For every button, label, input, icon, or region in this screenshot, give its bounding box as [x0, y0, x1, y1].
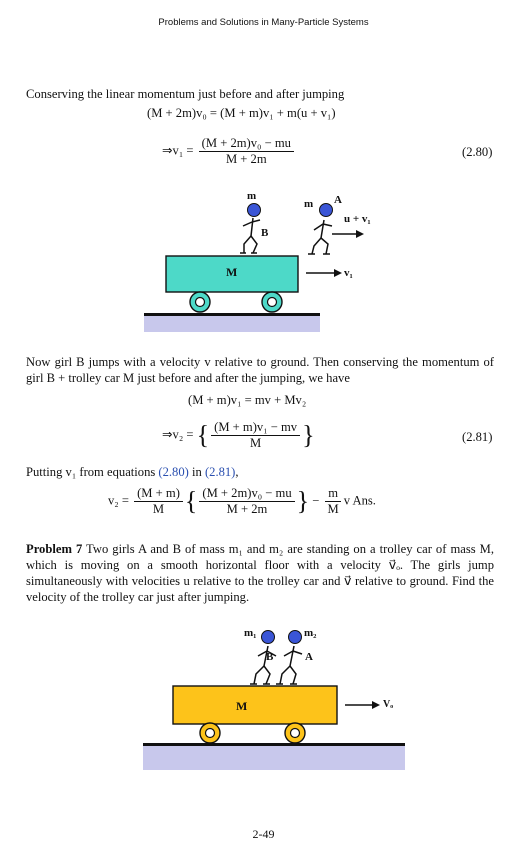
substitution-text-c: ,	[235, 465, 239, 479]
fraction-2-numerator: (M + 2m)v₀ − mu	[199, 486, 294, 502]
arrow-car-velocity	[306, 269, 342, 277]
equation-momentum-girl-b: (M + m)v₁ = mv + Mv₂	[188, 393, 307, 407]
fig2-car-velocity: Vₒ	[383, 699, 394, 710]
fraction-1-denominator: M	[152, 502, 165, 516]
substitution-text-b: in	[188, 465, 205, 479]
equation-v2-denominator: M	[250, 436, 262, 450]
brace-open-final: {	[184, 486, 198, 516]
paragraph-girl-b-jump: Now girl B jumps with a velocity v relative to ground. Then conserving the momentum of girl B + trolley car M just before and after the jumping, we have	[26, 355, 494, 385]
equation-final-tail: v Ans.	[343, 493, 376, 508]
fig2-car-label: M	[236, 699, 248, 713]
fig1-car-velocity: v₁	[344, 267, 353, 279]
problem-7-title: Problem 7	[26, 542, 83, 556]
equation-v1-numerator: (M + 2m)v₀ − mu	[199, 136, 294, 152]
equation-v1	[162, 136, 296, 167]
fig1-girl-a-mass: m	[304, 198, 314, 210]
equation-v1-denominator: M + 2m	[225, 152, 267, 166]
fig1-car-label: M	[226, 265, 238, 279]
link-equation-2-80[interactable]: (2.80)	[158, 465, 189, 479]
equation-number-2-80: (2.80)	[462, 145, 493, 159]
equation-v2-fraction	[211, 420, 300, 451]
fig1-girl-a-label: A	[334, 194, 342, 206]
equation-final-fraction-1	[134, 486, 183, 517]
equation-v1-fraction	[199, 136, 294, 167]
fig2-girl-b-label: B	[266, 651, 274, 663]
wheel-right	[262, 292, 282, 312]
equation-v2-numerator: (M + m)v₁ − mv	[211, 420, 300, 436]
equation-v2-final	[108, 486, 376, 517]
figure-trolley-jump-1	[140, 186, 380, 334]
girl-a-head	[320, 204, 333, 217]
arrow-girl-a-velocity	[332, 230, 364, 238]
track-rail-2	[143, 743, 405, 746]
wheel-left-2	[200, 723, 220, 743]
fraction-2-denominator: M + 2m	[226, 502, 268, 516]
page-number: 2-49	[252, 827, 275, 841]
brace-close-final: }	[296, 486, 310, 516]
girl-a-figure-2	[276, 646, 302, 684]
fig2-mass-2: m₂	[304, 627, 317, 639]
fig2-girl-a-label: A	[305, 651, 313, 663]
wheel-left	[190, 292, 210, 312]
brace-open: {	[196, 420, 210, 450]
fraction-3-numerator: m	[325, 486, 341, 502]
problem-7-statement	[26, 541, 494, 605]
paragraph-substitution	[26, 464, 494, 480]
fig2-mass-1: m₁	[244, 627, 257, 639]
equation-momentum-conservation: (M + 2m)v₀ = (M + m)v₁ + m(u + v₁)	[147, 106, 336, 120]
equation-v2	[162, 420, 315, 451]
brace-close: }	[302, 420, 315, 450]
equation-final-minus: −	[312, 493, 320, 508]
trolley-car-2	[173, 686, 337, 724]
arrow-car-velocity-2	[345, 701, 380, 709]
equation-number-2-81: (2.81)	[462, 430, 493, 444]
track-floor	[144, 316, 320, 332]
running-header: Problems and Solutions in Many-Particle Systems	[158, 17, 369, 28]
girl-b-head-2	[262, 631, 275, 644]
figure-trolley-jump-2	[140, 614, 410, 784]
fig1-girl-b-label: B	[261, 227, 269, 239]
fraction-1-numerator: (M + m)	[134, 486, 183, 502]
equation-v1-lhs: ⇒v₁ =	[162, 143, 194, 158]
fig1-girl-b-mass: m	[247, 190, 257, 202]
girl-a-head-2	[289, 631, 302, 644]
track-rail	[144, 313, 320, 316]
fig1-girl-a-velocity: u + v₁	[344, 213, 371, 225]
girl-b-head	[248, 204, 261, 217]
wheel-right-2	[285, 723, 305, 743]
fraction-3-denominator: M	[327, 502, 339, 516]
link-equation-2-81[interactable]: (2.81)	[204, 465, 236, 479]
problem-7-text: Two girls A and B of mass m₁ and m₂ are standing on a trolley car of mass M, which is moving on a smooth horizontal floor with a velocity v⃗ₒ. The girls jump simultaneously with velocities u relative to the trolley car and v⃗ relative to ground. Find the velocity of the trolley car just after jumping.	[26, 542, 494, 604]
paragraph-momentum-intro: Conserving the linear momentum just before and after jumping	[26, 87, 345, 101]
equation-final-lhs: v₂ =	[108, 493, 129, 508]
girl-b-figure	[240, 218, 260, 253]
girl-a-figure	[308, 220, 332, 254]
substitution-text-a: Putting v₁ from equations	[26, 465, 159, 479]
track-floor-2	[143, 746, 405, 770]
equation-final-fraction-3	[325, 486, 342, 517]
equation-v2-lhs: ⇒v₂ =	[162, 427, 194, 442]
equation-final-fraction-2	[199, 486, 294, 517]
